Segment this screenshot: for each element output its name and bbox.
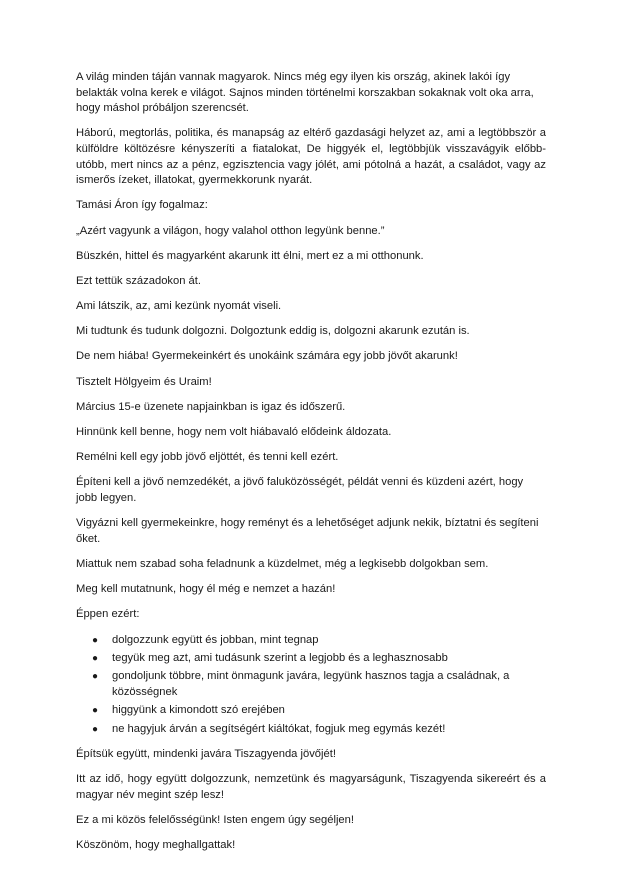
list-item-text: tegyük meg azt, ami tudásunk szerint a legjobb és a leghasznosabb (112, 651, 448, 664)
paragraph: Ezt tettük századokon át. (76, 274, 201, 287)
paragraph: Ez a mi közös felelősségünk! Isten engem úgy segéljen! (76, 813, 354, 826)
bullet-dot-icon: ● (92, 652, 99, 664)
paragraph: Büszkén, hittel és magyarként akarunk itt élni, mert ez a mi otthonunk. (76, 249, 424, 262)
paragraph: Építsük együtt, mindenki javára Tiszagyenda jövőjét! (76, 747, 336, 760)
paragraph: Remélni kell egy jobb jövő eljöttét, és tenni kell ezért. (76, 451, 339, 464)
paragraph: Köszönöm, hogy meghallgattak! (76, 839, 236, 852)
paragraph: Háború, megtorlás, politika, és manapság az eltérő gazdasági helyzet az, ami a legtöbbször a külföldre költözésre kényszeríti a fiatalokat, De higgyék el, legtöbbjük visszavágyik előbb-utóbb, mert nincs az a pénz, egzisztencia vagy jólét, ami pótolná a hazát, a családot, vagy az ismerős ízeket, illatokat, gyermekkorunk nyarát. (76, 127, 546, 187)
bullet-list (76, 633, 546, 738)
document-page (76, 70, 546, 863)
paragraph: A világ minden táján vannak magyarok. Nincs még egy ilyen kis ország, akinek lakói így belakták volna kerek e világot. Sajnos minden történelmi korszakban sokaknak volt oka arra, hogy máshol próbáljon szerencsét. (76, 71, 534, 115)
paragraph: Itt az idő, hogy együtt dolgozzunk, nemzetünk és magyarságunk, Tiszagyenda sikereért és a magyar név megint szép lesz! (76, 773, 546, 801)
paragraph: Tamási Áron így fogalmaz: (76, 199, 208, 212)
speech-body-top (76, 70, 546, 623)
bullet-dot-icon: ● (92, 723, 99, 735)
paragraph: Tisztelt Hölgyeim és Uraim! (76, 375, 212, 388)
list-item-text: gondoljunk többre, mint önmagunk javára, legyünk hasznos tagja a családnak, a közösségnek (112, 670, 510, 698)
list-item (76, 669, 546, 700)
list-item-text: ne hagyjuk árván a segítségért kiáltókat, fogjuk meg egymás kezét! (112, 722, 446, 735)
paragraph: Építeni kell a jövő nemzedékét, a jövő faluközösségét, példát venni és küzdeni azért, hogy jobb legyen. (76, 476, 524, 504)
bullet-dot-icon: ● (92, 671, 99, 683)
paragraph: „Azért vagyunk a világon, hogy valahol otthon legyünk benne.” (76, 224, 385, 237)
list-item (76, 633, 546, 649)
paragraph: Hinnünk kell benne, hogy nem volt hiábavaló elődeink áldozata. (76, 426, 392, 439)
paragraph: De nem hiába! Gyermekeinkért és unokáink számára egy jobb jövőt akarunk! (76, 350, 458, 363)
paragraph: Miattuk nem szabad soha feladnunk a küzdelmet, még a legkisebb dolgokban sem. (76, 557, 489, 570)
paragraph: Éppen ezért: (76, 608, 140, 621)
list-item-text: higgyünk a kimondott szó erejében (112, 704, 285, 717)
list-item (76, 722, 546, 738)
paragraph: Ami látszik, az, ami kezünk nyomát viseli. (76, 300, 282, 313)
paragraph: Meg kell mutatnunk, hogy él még e nemzet a hazán! (76, 583, 336, 596)
paragraph: Vigyázni kell gyermekeinkre, hogy reményt és a lehetőséget adjunk nekik, bíztatni és segíteni őket. (76, 517, 539, 545)
paragraph: Mi tudtunk és tudunk dolgozni. Dolgoztunk eddig is, dolgozni akarunk ezután is. (76, 325, 470, 338)
bullet-dot-icon: ● (92, 705, 99, 717)
bullet-dot-icon: ● (92, 634, 99, 646)
list-item (76, 651, 546, 667)
speech-body-bottom (76, 747, 546, 854)
list-item (76, 703, 546, 719)
paragraph: Március 15-e üzenete napjainkban is igaz és időszerű. (76, 400, 346, 413)
list-item-text: dolgozzunk együtt és jobban, mint tegnap (112, 633, 319, 646)
